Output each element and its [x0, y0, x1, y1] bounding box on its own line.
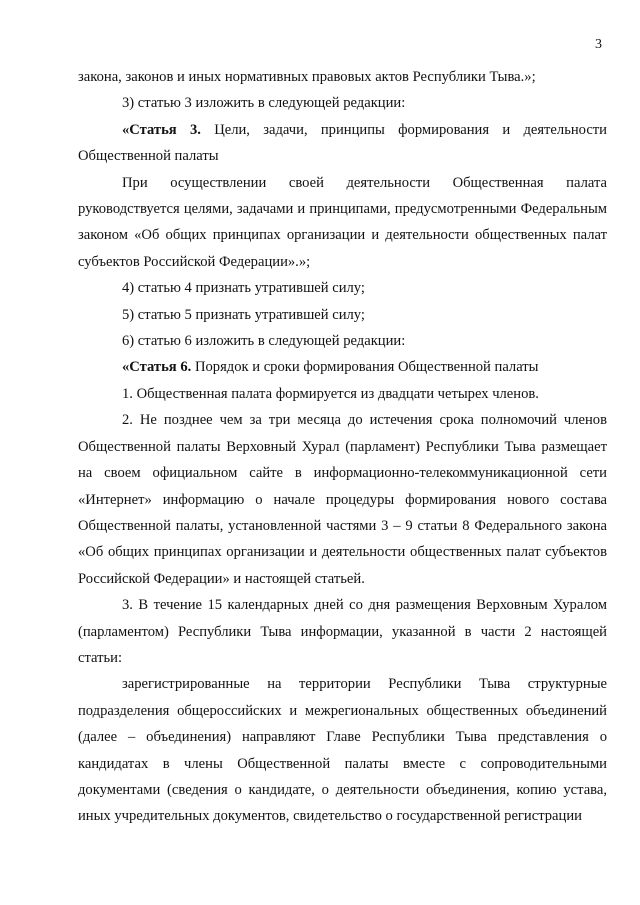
paragraph-item-3: 3) статью 3 изложить в следующей редакции:: [122, 95, 406, 112]
paragraph-continuation: закона, законов и иных нормативных правовых актов Республики Тыва.»;: [78, 69, 536, 85]
paragraph-item-5: 5) статью 5 признать утратившей силу;: [122, 306, 365, 323]
article-3-label: «Статья 3.: [122, 121, 201, 138]
article-3-text: При осуществлении своей деятельности Общественная палата руководствуется целями, задачами и принципами, предусмотренными Федеральным законом «Об общих принципах организации и деятельности общественных палат субъектов Российской Федерации».»;: [78, 174, 607, 270]
article-6-title: Порядок и сроки формирования Общественной палаты: [191, 359, 539, 376]
article-6-heading: [78, 354, 607, 380]
article-6-part-2: 2. Не позднее чем за три месяца до истечения срока полномочий членов Общественной палаты Верховный Хурал (парламент) Республики Тыва размещает на своем официальном сайте в информационно-телекоммуникационной сети «Интернет» информацию о начале процедуры формирования нового состава Общественной палаты, установленной частями 3 – 9 статьи 8 Федерального закона «Об общих принципах организации и деятельности общественных палат субъектов Российской Федерации» и настоящей статьей.: [78, 412, 607, 587]
article-6-part-1: 1. Общественная палата формируется из двадцати четырех членов.: [122, 385, 539, 402]
article-6-part-3-subitem: зарегистрированные на территории Республики Тыва структурные подразделения общероссийских и межрегиональных общественных объединений (далее – объединения) направляют Главе Республики Тыва представления о кандидатах в члены Общественной палаты вместе с сопроводительными документами (сведения о кандидате, о деятельности объединения, копию устава, иных учредительных документов, свидетельство о государственной регистрации: [78, 676, 607, 825]
paragraph-item-4: 4) статью 4 признать утратившей силу;: [122, 280, 365, 297]
page-number: 3: [595, 37, 602, 52]
paragraph-item-6: 6) статью 6 изложить в следующей редакции:: [122, 333, 406, 350]
article-3-heading: [78, 117, 607, 170]
document-body: [78, 64, 607, 830]
article-6-part-3: 3. В течение 15 календарных дней со дня размещения Верховным Хуралом (парламентом) Республики Тыва информации, указанной в части 2 настоящей статьи:: [78, 597, 607, 666]
article-6-label: «Статья 6.: [122, 359, 192, 376]
article-3-title: Цели, задачи, принципы формирования и деятельности Общественной палаты: [78, 121, 607, 165]
